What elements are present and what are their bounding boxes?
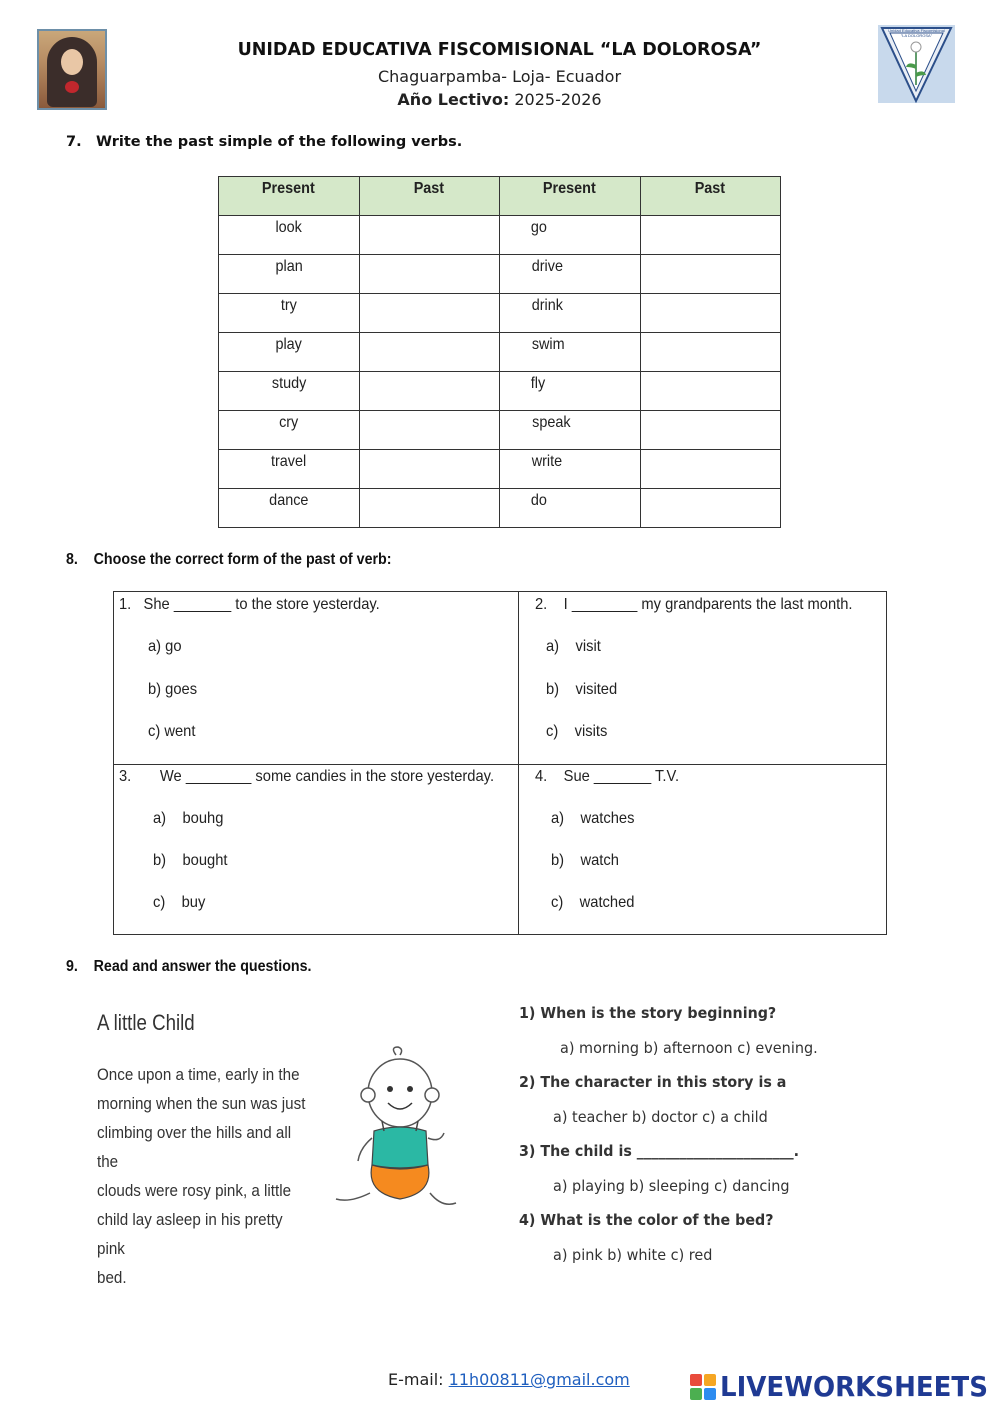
liveworksheets-logo	[690, 1370, 999, 1403]
school-title: UNIDAD EDUCATIVA FISCOMISIONAL “LA DOLOROSA”	[237, 40, 762, 60]
reading-answer-options-3[interactable]: a) playing b) sleeping c) dancing	[553, 1177, 790, 1195]
past-answer-field[interactable]	[359, 489, 499, 528]
table-row	[219, 294, 781, 333]
choice-option[interactable]: b) goes	[148, 681, 198, 698]
liveworksheets-brand: LIVEWORKSHEETS	[720, 1370, 988, 1403]
section-7-title: 7. Write the past simple of the following verbs.	[66, 134, 463, 150]
choice-item-2	[519, 592, 887, 764]
past-answer-field[interactable]	[640, 450, 780, 489]
choice-option[interactable]: c) visits	[546, 723, 608, 740]
past-answer-field[interactable]	[359, 333, 499, 372]
story-title: A little Child	[97, 1010, 195, 1035]
choice-option[interactable]: a) watches	[551, 810, 635, 827]
header-present-1: Present	[219, 177, 360, 216]
table-header-row	[219, 177, 781, 216]
choice-option[interactable]: a) bouhg	[153, 810, 224, 827]
school-year: Año Lectivo: 2025-2026	[397, 90, 602, 109]
choice-option[interactable]: a) go	[148, 638, 182, 655]
past-answer-field[interactable]	[359, 450, 499, 489]
choice-option[interactable]: c) buy	[153, 894, 206, 911]
table-row	[219, 450, 781, 489]
choice-option[interactable]: c) watched	[551, 894, 635, 911]
present-verb: dance	[219, 489, 360, 528]
reading-question-4: 4) What is the color of the bed?	[519, 1211, 774, 1229]
school-location: Chaguarpamba- Loja- Ecuador	[377, 67, 622, 86]
past-simple-table	[218, 176, 781, 528]
footer-email: E-mail: 11h00811@gmail.com	[388, 1370, 630, 1389]
past-answer-field[interactable]	[359, 411, 499, 450]
present-verb: try	[219, 294, 360, 333]
present-verb: drive	[499, 255, 640, 294]
choice-item-1	[114, 592, 518, 764]
past-answer-field[interactable]	[640, 489, 780, 528]
present-verb: write	[499, 450, 640, 489]
reading-answer-options-4[interactable]: a) pink b) white c) red	[553, 1246, 713, 1264]
table-row	[219, 489, 781, 528]
reading-question-3: 3) The child is ______________________.	[519, 1142, 800, 1160]
past-answer-field[interactable]	[359, 216, 499, 255]
reading-question-1: 1) When is the story beginning?	[519, 1004, 777, 1022]
past-answer-field[interactable]	[640, 294, 780, 333]
choice-question-4: 4. Sue _______ T.V.	[535, 768, 680, 785]
past-answer-field[interactable]	[640, 411, 780, 450]
table-row	[219, 216, 781, 255]
present-verb: study	[219, 372, 360, 411]
past-answer-field[interactable]	[359, 372, 499, 411]
choice-question-2: 2. I ________ my grandparents the last month.	[535, 596, 853, 613]
present-verb: play	[219, 333, 360, 372]
header-past-2: Past	[640, 177, 780, 216]
choice-option[interactable]: c) went	[148, 723, 196, 740]
table-row	[219, 372, 781, 411]
choice-question-1: 1. She _______ to the store yesterday.	[119, 596, 380, 613]
story-text: Once upon a time, early in the morning when the sun was just climbing over the hills and all the clouds were rosy pink, a little child lay asleep in his pretty pink bed.	[97, 1066, 306, 1287]
child-illustration	[330, 1043, 470, 1218]
choice-option[interactable]: b) visited	[546, 681, 618, 698]
present-verb: travel	[219, 450, 360, 489]
reading-answer-options-1[interactable]: a) morning b) afternoon c) evening.	[560, 1039, 818, 1057]
choice-item-3	[114, 765, 518, 935]
present-verb: swim	[499, 333, 640, 372]
past-answer-field[interactable]	[640, 255, 780, 294]
section-9-title: 9. Read and answer the questions.	[66, 958, 312, 975]
header-past-1: Past	[359, 177, 499, 216]
table-row	[219, 333, 781, 372]
choice-option[interactable]: b) bought	[153, 852, 228, 869]
reading-answer-options-2[interactable]: a) teacher b) doctor c) a child	[553, 1108, 768, 1126]
past-answer-field[interactable]	[359, 294, 499, 333]
choice-question-3: 3. We ________ some candies in the store yesterday.	[119, 768, 495, 785]
present-verb: go	[499, 216, 640, 255]
table-row	[219, 255, 781, 294]
school-badge-text: Unidad Educativa Fiscomisional "LA DOLOROSA"	[888, 28, 945, 38]
multiple-choice-grid	[113, 591, 887, 935]
present-verb: cry	[219, 411, 360, 450]
table-row	[219, 411, 781, 450]
choice-option[interactable]: b) watch	[551, 852, 619, 869]
present-verb: fly	[499, 372, 640, 411]
present-verb: do	[499, 489, 640, 528]
present-verb: plan	[219, 255, 360, 294]
past-answer-field[interactable]	[640, 372, 780, 411]
header-present-2: Present	[499, 177, 640, 216]
liveworksheets-icon	[690, 1374, 716, 1400]
past-answer-field[interactable]	[640, 333, 780, 372]
choice-option[interactable]: a) visit	[546, 638, 601, 655]
present-verb: look	[219, 216, 360, 255]
reading-question-2: 2) The character in this story is a	[519, 1073, 787, 1091]
section-8-title: 8. Choose the correct form of the past of verb:	[66, 551, 392, 568]
school-badge-logo	[878, 25, 955, 103]
past-answer-field[interactable]	[640, 216, 780, 255]
present-verb: speak	[499, 411, 640, 450]
email-link[interactable]: 11h00811@gmail.com	[448, 1370, 630, 1389]
choice-item-4	[519, 765, 887, 935]
present-verb: drink	[499, 294, 640, 333]
past-answer-field[interactable]	[359, 255, 499, 294]
